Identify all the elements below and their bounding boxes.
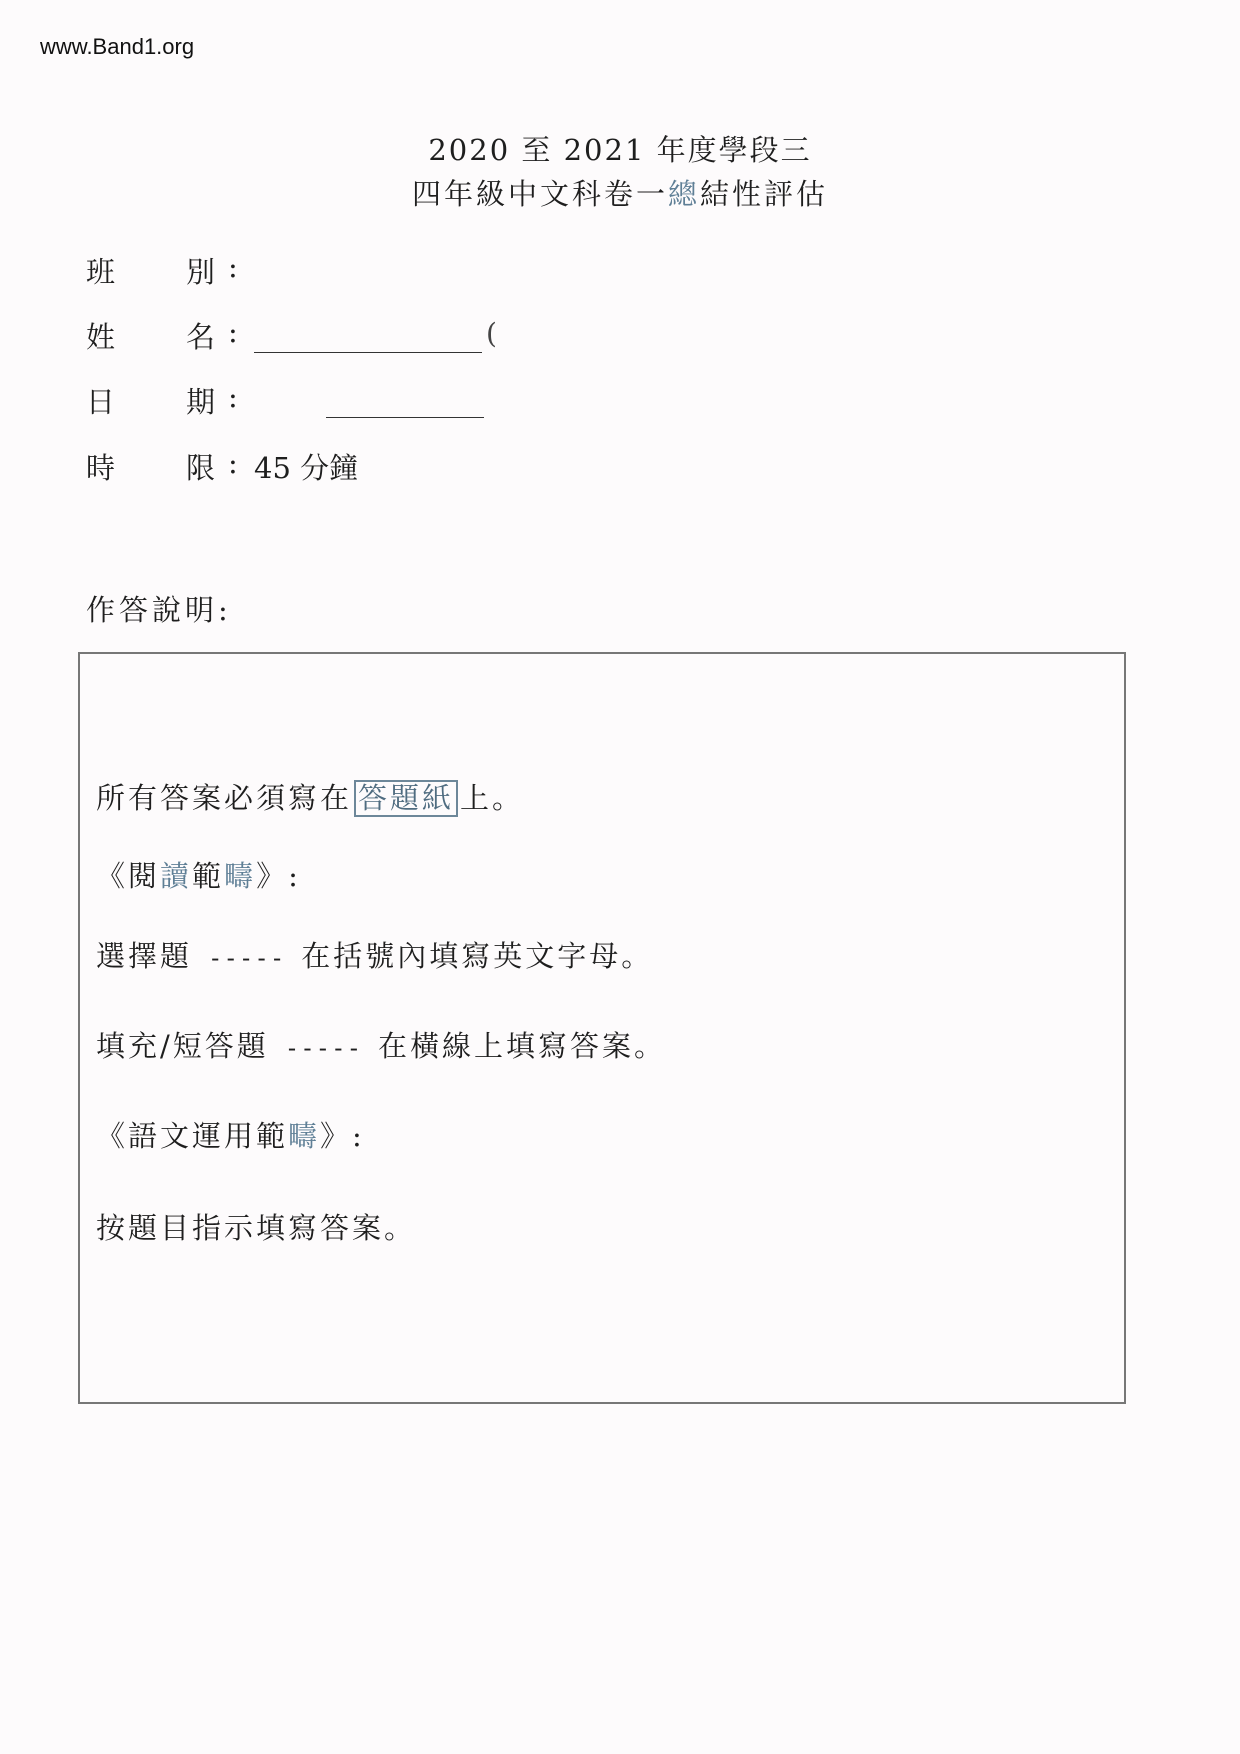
mc-label: 選擇題	[96, 939, 193, 973]
fill-text: 在橫線上填寫答案。	[378, 1029, 667, 1063]
mc-dash: -----	[208, 944, 286, 972]
fill-dash: -----	[284, 1034, 363, 1062]
title-text-b: 結性評估	[700, 177, 829, 211]
reading-b: 範	[192, 859, 225, 893]
instr-text-b: 上。	[460, 781, 525, 815]
multiple-choice-instruction	[96, 934, 653, 975]
date-colon: :	[228, 380, 238, 414]
class-label-2: 別	[186, 255, 216, 289]
time-label-1: 時	[86, 451, 116, 485]
reading-c: 》:	[256, 859, 301, 893]
answer-sheet-boxed: 答題紙	[354, 780, 458, 817]
reading-hl: 讀	[160, 859, 193, 893]
class-label-1: 班	[86, 255, 116, 289]
watermark: www.Band1.org	[40, 34, 195, 59]
name-colon: :	[228, 315, 238, 349]
reading-hl2: 疇	[224, 859, 257, 893]
title-text-a: 四年級中文科卷一	[411, 177, 668, 211]
date-label-2: 期	[186, 385, 216, 419]
time-limit-value: 45 分鐘	[254, 451, 359, 485]
follow-instructions-line: 按題目指示填寫答案。	[96, 1211, 417, 1245]
reading-section-heading	[96, 854, 301, 895]
paper-title-year: 2020 至 2021 年度學段三	[428, 133, 812, 167]
instructions-heading: 作答說明:	[86, 593, 232, 627]
mc-text: 在括號內填寫英文字母。	[301, 939, 654, 973]
instruction-answer-sheet	[96, 776, 524, 817]
name-label-1: 姓	[86, 320, 116, 354]
lang-b: 》:	[320, 1119, 365, 1153]
class-colon: :	[228, 250, 238, 284]
instr-text-a: 所有答案必須寫在	[96, 781, 353, 815]
lang-a: 《語文運用範	[96, 1119, 289, 1153]
fill-label: 填充/短答題	[96, 1029, 269, 1063]
date-label-1: 日	[86, 385, 116, 419]
language-section-heading	[96, 1114, 365, 1155]
paper-title-subject	[0, 172, 1240, 213]
reading-a: 《閱	[96, 859, 161, 893]
name-label-2: 名	[186, 320, 216, 354]
time-colon: :	[228, 446, 238, 480]
lang-hl: 疇	[288, 1119, 321, 1153]
date-blank-line	[326, 417, 484, 418]
title-text-highlight: 總	[667, 177, 700, 211]
time-label-2: 限	[186, 451, 216, 485]
name-blank-line	[254, 352, 482, 353]
fill-in-instruction	[96, 1024, 666, 1065]
class-number-paren: (	[486, 317, 497, 350]
